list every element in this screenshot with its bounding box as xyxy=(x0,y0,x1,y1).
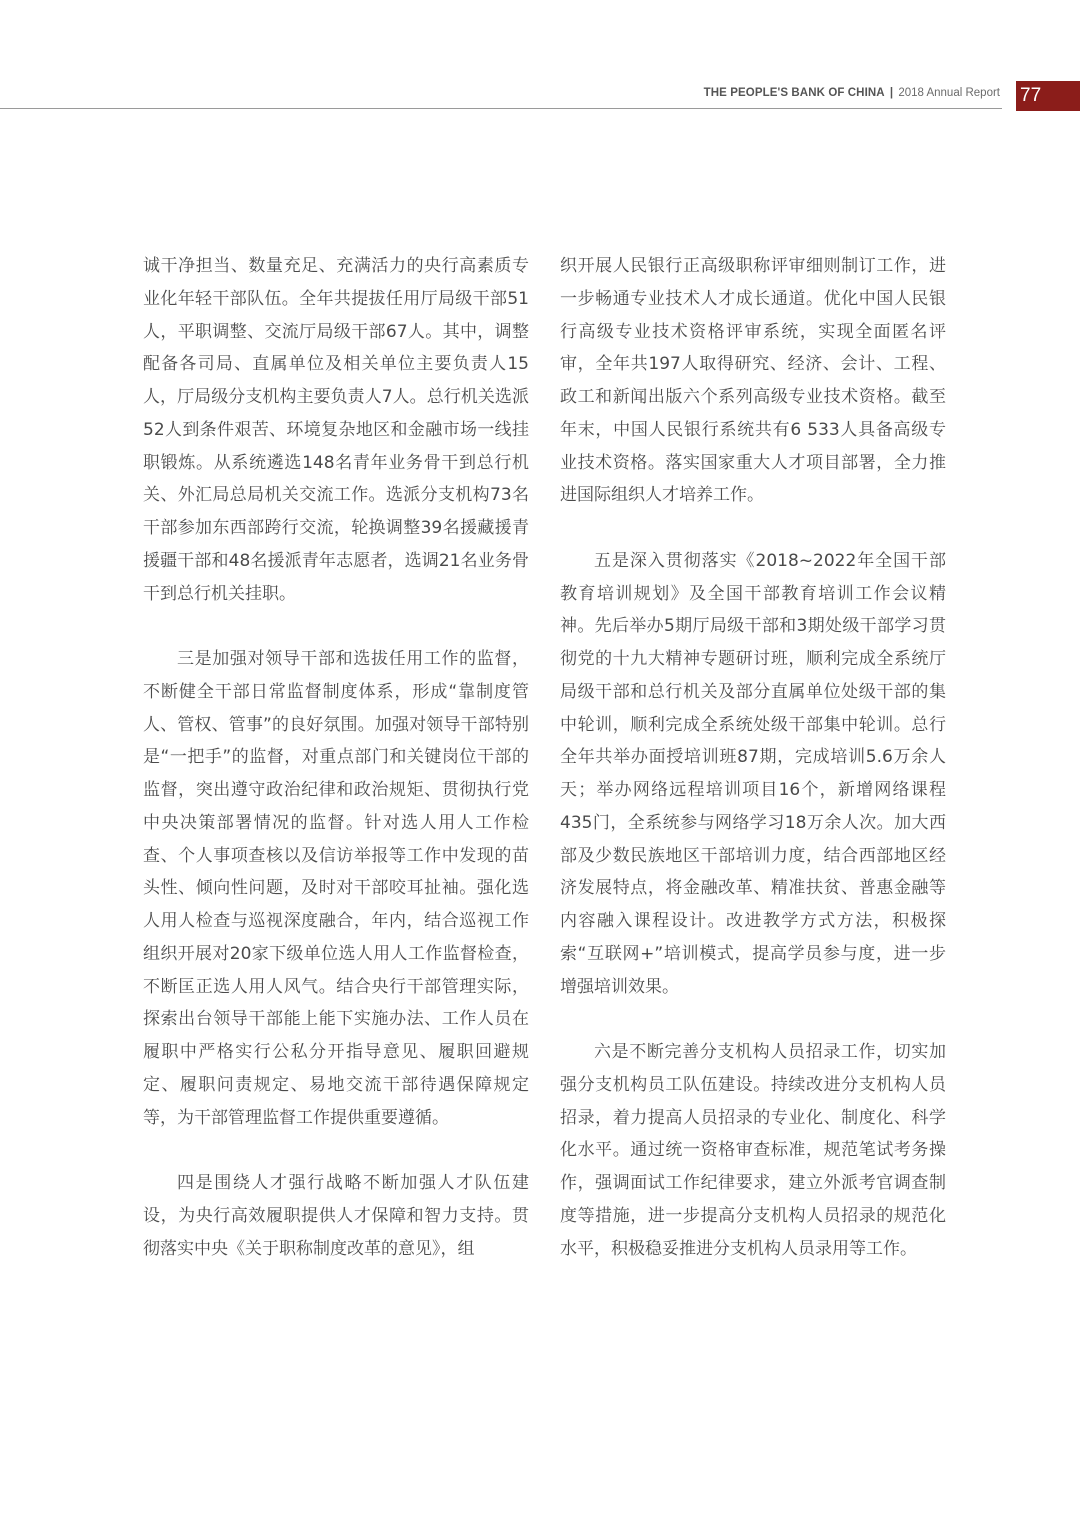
right-paragraph-2: 五是深入贯彻落实《2018~2022年全国干部教育培训规划》及全国干部教育培训工作会议精神。先后举办5期厅局级干部和3期处级干部学习贯彻党的十九大精神专题研讨班，顺利完成全系统厅局级干部和总行机关及部分直属单位处级干部的集中轮训，顺利完成全系统处级干部集中轮训。总行全年共举办面授培训班87期，完成培训5.6万余人天；举办网络远程培训项目16个，新增网络课程435门，全系统参与网络学习18万余人次。加大西部及少数民族地区干部培训力度，结合西部地区经济发展特点，将金融改革、精准扶贫、普惠金融等内容融入课程设计。改进教学方式方法，积极探索“互联网+”培训模式，提高学员参与度，进一步增强培训效果。 xyxy=(560,550,946,997)
header-separator: | xyxy=(889,87,894,99)
header-org: THE PEOPLE'S BANK OF CHINA xyxy=(703,87,885,99)
header-report-title: 2018 Annual Report xyxy=(898,87,1000,99)
running-header xyxy=(704,87,1000,99)
left-paragraph-3: 四是围绕人才强行战略不断加强人才队伍建设，为央行高效履职提供人才保障和智力支持。贯彻落实中央《关于职称制度改革的意见》，组 xyxy=(143,1173,529,1259)
left-paragraph-2: 三是加强对领导干部和选拔任用工作的监督，不断健全干部日常监督制度体系，形成“靠制度管人、管权、管事”的良好氛围。加强对领导干部特别是“一把手”的监督，对重点部门和关键岗位干部的监督，突出遵守政治纪律和政治规矩、贯彻执行党中央决策部署情况的监督。针对选人用人工作检查、个人事项查核以及信访举报等工作中发现的苗头性、倾向性问题，及时对干部咬耳扯袖。强化选人用人检查与巡视深度融合，年内，结合巡视工作组织开展对20家下级单位选人用人工作监督检查，不断匡正选人用人风气。结合央行干部管理实际，探索出台领导干部能上能下实施办法、工作人员在履职中严格实行公私分开指导意见、履职回避规定、履职问责规定、易地交流干部待遇保障规定等，为干部管理监督工作提供重要遵循。 xyxy=(143,649,529,1128)
left-paragraph-1: 诚干净担当、数量充足、充满活力的央行高素质专业化年轻干部队伍。全年共提拔任用厅局级干部51人，平职调整、交流厅局级干部67人。其中，调整配备各司局、直属单位及相关单位主要负责人15人，厅局级分支机构主要负责人7人。总行机关选派52人到条件艰苦、环境复杂地区和金融市场一线挂职锻炼。从系统遴选148名青年业务骨干到总行机关、外汇局总局机关交流工作。选派分支机构73名干部参加东西部跨行交流，轮换调整39名援藏援青援疆干部和48名援派青年志愿者，选调21名业务骨干到总行机关挂职。 xyxy=(143,256,529,604)
right-column xyxy=(560,250,946,1265)
right-paragraph-1: 织开展人民银行正高级职称评审细则制订工作，进一步畅通专业技术人才成长通道。优化中国人民银行高级专业技术资格评审系统，实现全面匿名评审，全年共197人取得研究、经济、会计、工程、政工和新闻出版六个系列高级专业技术资格。截至年末，中国人民银行系统共有6 533人具备高级专业技术资格。落实国家重大人才项目部署，全力推进国际组织人才培养工作。 xyxy=(560,256,946,506)
page-number: 77 xyxy=(1020,85,1042,106)
left-column xyxy=(143,250,529,1265)
page-number-box xyxy=(1016,81,1080,111)
header-rule xyxy=(0,108,1002,109)
right-paragraph-3: 六是不断完善分支机构人员招录工作，切实加强分支机构员工队伍建设。持续改进分支机构人员招录，着力提高人员招录的专业化、制度化、科学化水平。通过统一资格审查标准，规范笔试考务操作，强调面试工作纪律要求，建立外派考官调查制度等措施，进一步提高分支机构人员招录的规范化水平，积极稳妥推进分支机构人员录用等工作。 xyxy=(560,1042,946,1259)
